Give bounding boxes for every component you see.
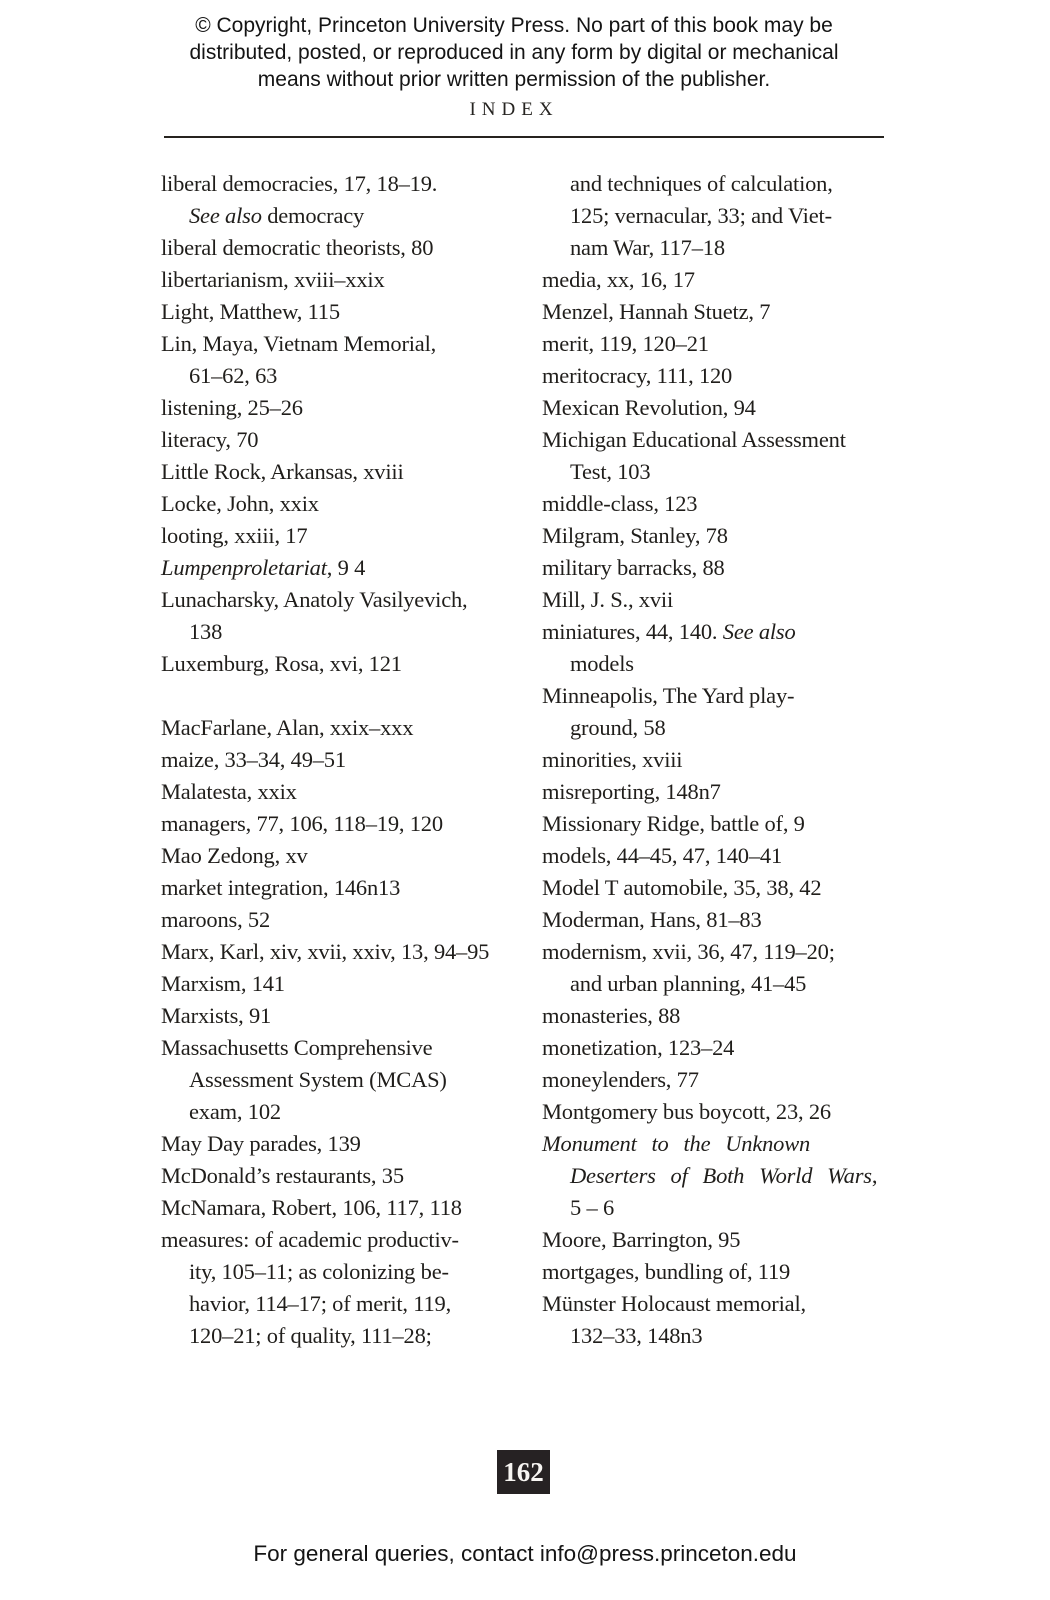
index-italic-text: Deserters of Both World Wars (570, 1163, 872, 1188)
index-line (161, 1064, 533, 1096)
header-divider (164, 136, 884, 138)
index-line (542, 168, 942, 200)
index-line (161, 1000, 533, 1032)
index-line (161, 712, 533, 744)
index-entry-text: Marxism, 141 (161, 971, 285, 996)
index-line (161, 232, 533, 264)
index-entry-text: liberal democracies, 17, 18–19. (161, 171, 438, 196)
index-entry-text: 5 – 6 (570, 1195, 615, 1220)
index-left-column (161, 168, 533, 1352)
index-line (542, 488, 942, 520)
index-entry-text: miniatures, 44, 140. (542, 619, 723, 644)
index-entry-text: Locke, John, xxix (161, 491, 319, 516)
index-line (161, 616, 533, 648)
index-line (542, 968, 942, 1000)
index-italic-text: See also (189, 203, 262, 228)
index-entry-text: Mao Zedong, xv (161, 843, 308, 868)
index-line (542, 1128, 942, 1160)
index-entry-text: minorities, xviii (542, 747, 683, 772)
index-line (161, 456, 533, 488)
index-entry-text: democracy (261, 203, 365, 228)
index-entry-text: misreporting, 148n7 (542, 779, 721, 804)
index-line (161, 1160, 533, 1192)
index-entry-text: Lin, Maya, Vietnam Memorial, (161, 331, 437, 356)
index-line (542, 1256, 942, 1288)
index-line (542, 552, 942, 584)
index-entry-text: listening, 25–26 (161, 395, 303, 420)
index-line (542, 392, 942, 424)
copyright-line: distributed, posted, or reproduced in any form by digital or mechanical (189, 41, 839, 64)
copyright-notice (0, 12, 1028, 93)
index-line (542, 1000, 942, 1032)
index-line (161, 200, 533, 232)
index-entry-text: literacy, 70 (161, 427, 259, 452)
index-entry-text: 125; vernacular, 33; and Viet- (570, 203, 832, 228)
index-line (161, 552, 533, 584)
index-entry-text: Mexican Revolution, 94 (542, 395, 756, 420)
index-entry-text: maroons, 52 (161, 907, 271, 932)
index-line (542, 872, 942, 904)
index-line (161, 872, 533, 904)
index-line (161, 584, 533, 616)
index-entry-text: Michigan Educational Assessment (542, 427, 846, 452)
index-line (161, 1128, 533, 1160)
index-line (542, 1192, 942, 1224)
index-entry-text: Marx, Karl, xiv, xvii, xxiv, 13, 94–95 (161, 939, 490, 964)
index-entry-text: market integration, 146n13 (161, 875, 401, 900)
index-entry-text: Minneapolis, The Yard play- (542, 683, 795, 708)
index-entry-text: monasteries, 88 (542, 1003, 681, 1028)
index-entry-text: media, xx, 16, 17 (542, 267, 695, 292)
index-line (542, 1160, 942, 1192)
index-line (542, 808, 942, 840)
index-line (542, 232, 942, 264)
index-line (161, 648, 533, 680)
index-entry-text: Lunacharsky, Anatoly Vasilyevich, (161, 587, 468, 612)
index-entry-text: modernism, xvii, 36, 47, 119–20; (542, 939, 835, 964)
index-entry-text: and techniques of calculation, (570, 171, 833, 196)
index-italic-text: See also (722, 619, 796, 644)
index-line (161, 1288, 533, 1320)
index-entry-text: Menzel, Hannah Stuetz, 7 (542, 299, 771, 324)
index-entry-text: Malatesta, xxix (161, 779, 297, 804)
index-line (542, 936, 942, 968)
index-line (161, 776, 533, 808)
index-entry-text: nam War, 117–18 (570, 235, 725, 260)
index-italic-text: Monument to the Unknown (542, 1131, 811, 1156)
index-entry-text: Marxists, 91 (161, 1003, 272, 1028)
copyright-line: means without prior written permission of the publisher. (257, 68, 771, 91)
index-line (161, 1032, 533, 1064)
index-entry-text: exam, 102 (189, 1099, 281, 1124)
index-line (542, 328, 942, 360)
index-line (542, 776, 942, 808)
index-entry-text: meritocracy, 111, 120 (542, 363, 733, 388)
index-line (161, 744, 533, 776)
index-line (161, 1256, 533, 1288)
index-line (542, 296, 942, 328)
index-entry-text: Moderman, Hans, 81–83 (542, 907, 762, 932)
index-entry-text: Massachusetts Comprehensive (161, 1035, 433, 1060)
index-line (542, 1320, 942, 1352)
index-line (161, 968, 533, 1000)
index-entry-text: models (570, 651, 634, 676)
index-right-column (542, 168, 942, 1352)
index-entry-text: merit, 119, 120–21 (542, 331, 709, 356)
index-entry-text: measures: of academic productiv- (161, 1227, 459, 1252)
index-entry-text: ity, 105–11; as colonizing be- (189, 1259, 449, 1284)
index-line (542, 360, 942, 392)
index-line (542, 1032, 942, 1064)
index-line (542, 1096, 942, 1128)
index-entry-text: mortgages, bundling of, 119 (542, 1259, 791, 1284)
index-italic-text: Lumpenproletariat (161, 555, 327, 580)
index-entry-text: 120–21; of quality, 111–28; (189, 1323, 432, 1348)
index-entry-text: Mill, J. S., xvii (542, 587, 674, 612)
index-entry-text: managers, 77, 106, 118–19, 120 (161, 811, 443, 836)
index-entry-text: , 9 4 (326, 555, 366, 580)
index-line-blank (161, 680, 533, 712)
index-entry-text: and urban planning, 41–45 (570, 971, 807, 996)
index-entry-text: Milgram, Stanley, 78 (542, 523, 728, 548)
index-line (161, 296, 533, 328)
index-entry-text: liberal democratic theorists, 80 (161, 235, 434, 260)
index-line (542, 648, 942, 680)
index-entry-text: libertarianism, xviii–xxix (161, 267, 385, 292)
index-entry-text: middle-class, 123 (542, 491, 698, 516)
index-line (161, 936, 533, 968)
index-line (542, 264, 942, 296)
index-line (542, 840, 942, 872)
index-line (161, 1192, 533, 1224)
index-entry-text: looting, xxiii, 17 (161, 523, 308, 548)
index-line (161, 840, 533, 872)
index-entry-text: Moore, Barrington, 95 (542, 1227, 741, 1252)
index-entry-text: military barracks, 88 (542, 555, 725, 580)
index-entry-text: models, 44–45, 47, 140–41 (542, 843, 782, 868)
index-line (161, 328, 533, 360)
index-entry-text: , (871, 1163, 878, 1188)
index-line (161, 808, 533, 840)
index-entry-text: Test, 103 (570, 459, 651, 484)
index-entry-text: monetization, 123–24 (542, 1035, 735, 1060)
index-entry-text: Montgomery bus boycott, 23, 26 (542, 1099, 831, 1124)
index-line (161, 168, 533, 200)
index-entry-text: Missionary Ridge, battle of, 9 (542, 811, 805, 836)
index-entry-text: 138 (189, 619, 223, 644)
index-line (161, 1096, 533, 1128)
index-line (542, 584, 942, 616)
index-entry-text: maize, 33–34, 49–51 (161, 747, 346, 772)
index-line (542, 744, 942, 776)
index-line (542, 520, 942, 552)
index-entry-text: Little Rock, Arkansas, xviii (161, 459, 404, 484)
index-line (542, 1064, 942, 1096)
index-line (161, 1320, 533, 1352)
index-entry-text: Assessment System (MCAS) (189, 1067, 447, 1092)
index-line (161, 488, 533, 520)
index-line (161, 520, 533, 552)
index-entry-text: 132–33, 148n3 (570, 1323, 703, 1348)
index-entry-text: Luxemburg, Rosa, xvi, 121 (161, 651, 402, 676)
index-line (542, 1224, 942, 1256)
index-line (542, 424, 942, 456)
index-line (161, 904, 533, 936)
index-entry-text: moneylenders, 77 (542, 1067, 699, 1092)
index-entry-text: 61–62, 63 (189, 363, 278, 388)
index-entry-text: McNamara, Robert, 106, 117, 118 (161, 1195, 462, 1220)
index-line (542, 680, 942, 712)
index-line (161, 424, 533, 456)
index-entry-text: havior, 114–17; of merit, 119, (189, 1291, 452, 1316)
index-line (542, 616, 942, 648)
index-entry-text: Münster Holocaust memorial, (542, 1291, 806, 1316)
index-line (542, 1288, 942, 1320)
footer-contact-text: For general queries, contact info@press.princeton.edu (253, 1541, 797, 1566)
index-line (161, 1224, 533, 1256)
index-entry-text: MacFarlane, Alan, xxix–xxx (161, 715, 414, 740)
index-line (542, 200, 942, 232)
index-line (161, 392, 533, 424)
index-entry-text: McDonald’s restaurants, 35 (161, 1163, 404, 1188)
index-line (542, 456, 942, 488)
page-number-badge: 162 (497, 1450, 550, 1494)
index-line (161, 360, 533, 392)
index-entry-text: ground, 58 (570, 715, 666, 740)
copyright-line: © Copyright, Princeton University Press. No part of this book may be (195, 14, 833, 37)
index-line (542, 904, 942, 936)
index-entry-text: Model T automobile, 35, 38, 42 (542, 875, 822, 900)
index-entry-text: May Day parades, 139 (161, 1131, 361, 1156)
index-line (542, 712, 942, 744)
index-line (161, 264, 533, 296)
page-title: INDEX (469, 99, 559, 120)
index-entry-text: Light, Matthew, 115 (161, 299, 340, 324)
